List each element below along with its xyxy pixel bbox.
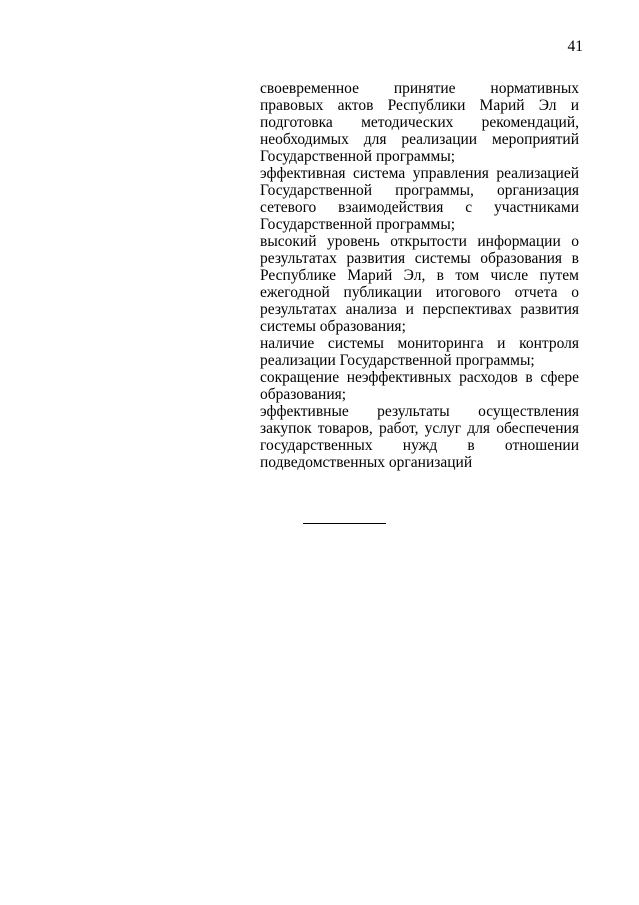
paragraph-information-openness: высокий уровень открытости информации о результатах развития системы образования в Республике Марий Эл, в том числе путем ежегодной публикации итогового отчета о результатах анализа и перспективах развития системы образования; <box>260 233 579 335</box>
page-number: 41 <box>567 38 583 55</box>
paragraph-timely-adoption: своевременное принятие нормативных правовых актов Республики Марий Эл и подготовка методических рекомендаций, необходимых для реализации мероприятий Государственной программы; <box>260 80 579 165</box>
end-divider-line <box>303 523 386 524</box>
paragraph-procurement-results: эффективные результаты осуществления закупок товаров, работ, услуг для обеспечения государственных нужд в отношении подведомственных организаций <box>260 403 579 471</box>
paragraph-management-system: эффективная система управления реализацией Государственной программы, организация сетевого взаимодействия с участниками Государственной программы; <box>260 165 579 233</box>
paragraph-monitoring-system: наличие системы мониторинга и контроля реализации Государственной программы; <box>260 335 579 369</box>
document-body <box>260 80 579 471</box>
paragraph-cost-reduction: сокращение неэффективных расходов в сфере образования; <box>260 369 579 403</box>
